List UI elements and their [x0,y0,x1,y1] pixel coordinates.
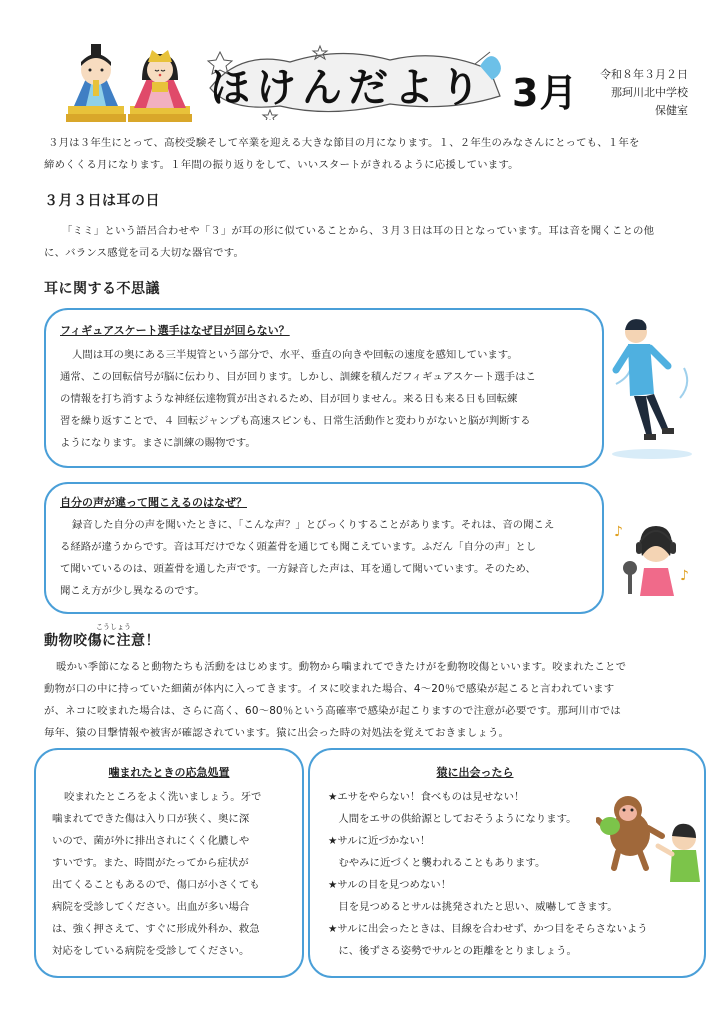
first-aid-line: いので、菌が外に排出されにくく化膿しや [52,835,250,847]
voice-line: 聞こえ方が少し異なるのです。 [60,585,205,597]
monkey-attack-illustration [596,790,706,886]
issue-month: 3月 [512,71,579,115]
monkey-line: 目を見つめるとサルは挑発されたと思い、威嚇してきます。 [328,901,618,913]
skate-box [44,308,604,468]
first-aid-body [52,786,296,962]
animal-bite-line: 暖かい季節になると動物たちも活動をはじめます。動物から噛まれてできたけがを動物咬傷といいます。咬まれたことで [56,661,627,673]
first-aid-line: すいです。また、時間がたってから症状が [52,857,249,869]
heading-text [44,630,160,650]
first-aid-line: 病院を受診してください。出血が多い場合 [52,901,250,913]
monkey-line: ★サルに出会ったときは、目線を合わせず、かつ目をそらさないよう [328,923,648,935]
first-aid-box [34,748,304,978]
ear-day-line: に、バランス感覚を司る大切な器官です。 [44,247,245,259]
school-name: 那珂川北中学校 [611,86,688,99]
svg-text:♪: ♪ [680,568,689,584]
first-aid-line: は、強く押さえて、すぐに形成外科か、救急 [52,923,260,935]
first-aid-line: 対応をしている病院を受診してください。 [52,945,250,957]
first-aid-line: 咬まれたところをよく洗いましょう。牙で [64,791,262,803]
skater-illustration [606,314,696,464]
first-aid-line: 噛まれてできた傷は入り口が狭く、奥に深 [52,813,250,825]
voice-box [44,482,604,614]
ear-day-paragraph [44,220,694,264]
ear-wonders-heading: 耳に関する不思議 [44,281,160,297]
first-aid-title: 噛まれたときの応急処置 [108,766,230,779]
heading-ruby: こうしょう [96,623,131,631]
intro-line: 締めくくる月になります。１年間の振り返りをして、いいスタートがきれるように応援しています。 [44,159,519,171]
title-text: ほけんだより [210,65,486,111]
monkey-title: 猿に出会ったら [436,766,514,779]
monkey-line: ★エサをやらない！食べものは見せない！ [328,791,525,803]
animal-bite-line: 毎年、猿の目撃情報や被害が確認されています。猿に出会った時の対処法を覚えておきましょう。 [44,727,510,739]
issue-meta [578,66,688,120]
voice-body [60,514,594,602]
skate-line: 通常、この回転信号が脳に伝わり、目が回ります。しかし、訓練を積んだフィギュアスケート選手はこ [60,371,536,383]
skate-line: ようになります。まさに訓練の賜物です。 [60,437,256,449]
office-name: 保健室 [655,104,688,117]
animal-bite-line: 動物が口の中に持っていた細菌が体内に入ってきます。イヌに咬まれた場合、4～20％で感染が起こると言われています [44,683,615,695]
skate-line: 人間は耳の奥にある三半規管という部分で、水平、垂直の向きや回転の速度を感知しています。 [72,349,518,361]
skate-body [60,344,594,454]
animal-bite-line: が、ネコに咬まれた場合は、さらに高く、60～80％という高確率で感染が起こりますので注意が必要です。那珂川市では [44,705,621,717]
monkey-line: 人間をエサの供給源としておそうようになります。 [328,813,577,825]
intro-line: ３月は３年生にとって、高校受験そして卒業を迎える大きな節目の月になります。１、２年生のみなさんにとっても、１年を [48,137,640,149]
voice-line: る経路が違うからです。音は耳だけでなく頭蓋骨を通じても聞こえています。ふだん「自分の声」とし [60,541,537,553]
animal-bite-paragraph [44,656,704,744]
voice-line: 録音した自分の声を聞いたときに、「こんな声？」とびっくりすることがあります。それは、音の聞こえ [72,519,555,531]
skate-line: の情報を打ち消すような神経伝達物質が出されるため、目が回りません。来る日も来る日も回転練 [60,393,518,405]
hina-dolls-illustration [56,40,196,128]
skate-line: 習を繰り返すことで、４ 回転ジャンプも高速スピンも、日常生活動作と変わりがないと脳が判断する [60,415,531,427]
issue-date: 令和８年３月２日 [600,68,688,81]
heading-part: に注意！ [102,633,160,649]
voice-title: 自分の声が違って聞こえるのはなぜ？ [60,496,247,509]
monkey-line: ★サルに近づかない！ [328,835,431,847]
first-aid-line: 出てくることもあるので、傷口が小さくても [52,879,260,891]
singer-illustration [612,516,698,596]
skate-title: フィギュアスケート選手はなぜ目が回らない？ [60,324,290,337]
monkey-line: ★サルの目を見つめない！ [328,879,452,891]
svg-text:♪: ♪ [614,524,623,540]
monkey-line: に、後ずさる姿勢でサルとの距離をとりましょう。 [328,945,577,957]
ear-day-heading: ３月３日は耳の日 [44,193,160,209]
voice-line: て聞いているのは、頭蓋骨を通した声です。一方録音した声は、耳を通して聞いています。そのため、 [60,563,536,575]
title-banner [200,40,510,120]
monkey-line: むやみに近づくと襲われることもあります。 [328,857,546,869]
ear-day-line: 「ミミ」という語呂合わせや「３」が耳の形に似ていることから、３月３日は耳の日となっています。耳は音を聞くことの他 [62,225,655,237]
heading-part: 動物 [44,633,73,649]
heading-part: 咬傷 [73,633,102,649]
intro-paragraph [44,132,694,176]
